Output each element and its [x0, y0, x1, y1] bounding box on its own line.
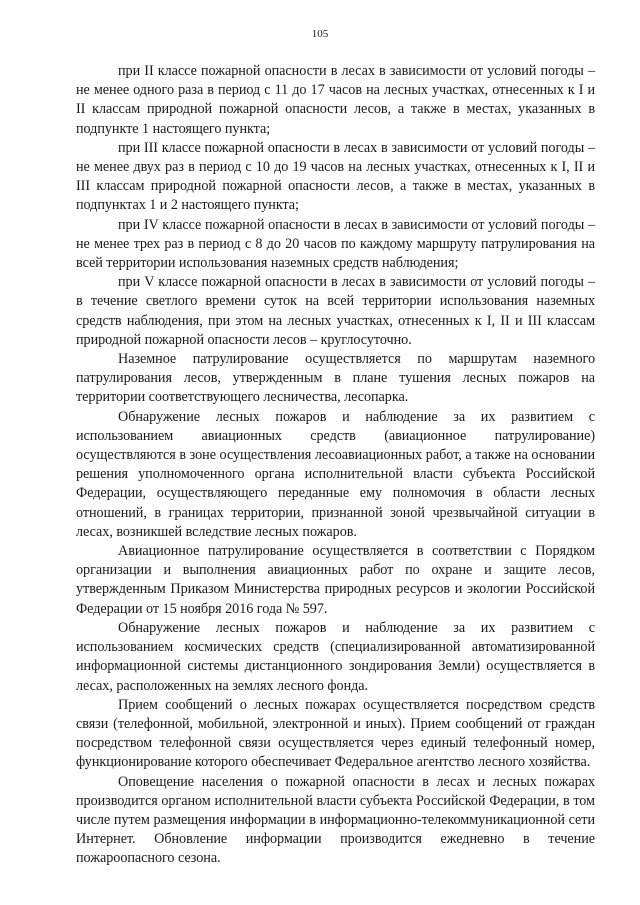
page-number: 105 — [311, 28, 329, 40]
paragraph-fire-class-2: при II классе пожарной опасности в лесах в зависимости от условий погоды – не менее одного раза в период с 11 до 17 часов на лесных участках, отнесенных к I и II классам природной пожарной опасности лесов, а также в местах, указанных в подпункте 1 настоящего пункта; — [76, 63, 595, 137]
paragraph-fire-class-5: при V классе пожарной опасности в лесах в зависимости от условий погоды – в течение светлого времени суток на всей территории использования наземных средств наблюдения, при этом на лесных участках, отнесенных к I, II и III классам природной пожарной опасности лесов – круглосуточно. — [76, 274, 595, 348]
paragraph-ground-patrol: Наземное патрулирование осуществляется по маршрутам наземного патрулирования лесов, утвержденным в плане тушения лесных пожаров на территории соответствующего лесничества, лесопарка. — [76, 351, 595, 406]
paragraph-fire-class-4: при IV классе пожарной опасности в лесах в зависимости от условий погоды – не менее трех раз в период с 8 до 20 часов по каждому маршруту патрулирования на всей территории использования наземных средств наблюдения; — [76, 216, 595, 272]
paragraph-public-notification: Оповещение населения о пожарной опасности в лесах и лесных пожарах производится органом исполнительной власти субъекта Российской Федерации, в том числе путем размещения информации в информационно-телекоммуникационной сети Интернет. Обновление информации производится ежедневно в течение пожароопасного сезона. — [76, 773, 595, 867]
paragraph-fire-class-3: при III классе пожарной опасности в лесах в зависимости от условий погоды – не менее двух раз в период с 10 до 19 часов на лесных участках, отнесенных к I, II и III классам природной пожарной опасности лесов, а также в местах, указанных в подпунктах 1 и 2 настоящего пункта; — [76, 139, 595, 214]
paragraph-space-detection: Обнаружение лесных пожаров и наблюдение за их развитием с использованием космических средств (специализированной автоматизированной информационной системы дистанционного зондирования Земли) осуществляется в лесах, расположенных на землях лесного фонда. — [76, 619, 595, 694]
document-body — [76, 62, 595, 869]
paragraph-aerial-detection: Обнаружение лесных пожаров и наблюдение за их развитием с использованием авиационных средств (авиационное патрулирование) осуществляются в зоне осуществления лесоавиационных работ, а также на основании решения уполномоченного органа исполнительной власти субъекта Российской Федерации, осуществляющего переданные ему полномочия в области лесных отношений, в границах территории, признанной зоной чрезвычайной ситуации в лесах, возникшей вследствие лесных пожаров. — [76, 408, 595, 540]
paragraph-aerial-patrol: Авиационное патрулирование осуществляется в соответствии с Порядком организации и выполнения авиационных работ по охране и защите лесов, утвержденным Приказом Министерства природных ресурсов и экологии Российской Федерации от 15 ноября 2016 года № 597. — [76, 543, 595, 617]
paragraph-fire-reports: Прием сообщений о лесных пожарах осуществляется посредством средств связи (телефонной, мобильной, электронной и иных). Прием сообщений от граждан посредством телефонной связи осуществляется через единый телефонный номер, функционирование которого обеспечивает Федеральное агентство лесного хозяйства. — [76, 696, 595, 771]
